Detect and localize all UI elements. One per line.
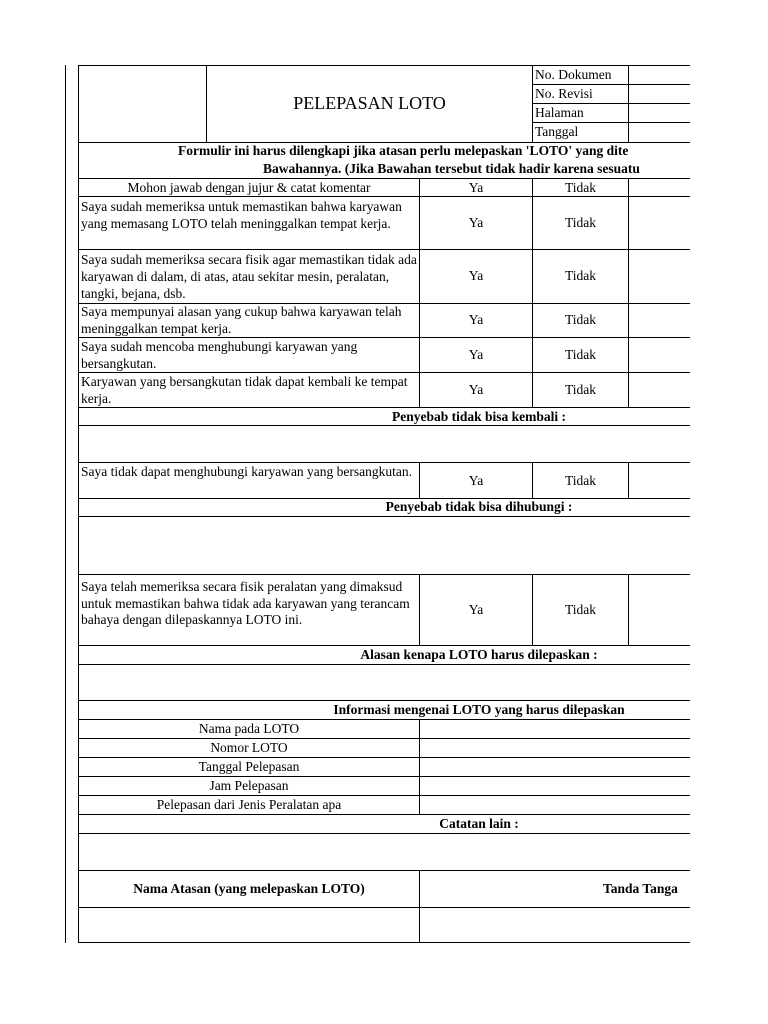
question-4-no-option[interactable]: Tidak: [564, 347, 596, 362]
question-6-no-option[interactable]: Tidak: [564, 473, 596, 488]
question-3-text: Saya mempunyai alasan yang cukup bahwa karyawan telah meninggalkan tempat kerja.: [81, 304, 402, 336]
notes-field[interactable]: [79, 834, 690, 870]
right-clip-area: [690, 0, 768, 1024]
loto-field-number-label: Nomor LOTO: [210, 740, 288, 755]
reason-contact-field[interactable]: [79, 517, 690, 574]
signature-sign-label: Tanda Tanga: [603, 881, 678, 896]
page-border-left: [65, 65, 66, 943]
row-line: [78, 574, 690, 575]
loto-field-date-input[interactable]: [420, 758, 690, 775]
question-3-yes-option[interactable]: Ya: [468, 312, 484, 327]
loto-info-title: Informasi mengenai LOTO yang harus dilepaskan: [333, 702, 625, 717]
intro-line-2: Bawahannya. (Jika Bawahan tersebut tidak hadir karena sesuatu: [263, 161, 640, 176]
row-line: [78, 870, 690, 871]
question-4-text: Saya sudah mencoba menghubungi karyawan yang bersangkutan.: [81, 339, 358, 371]
question-6-text: Saya tidak dapat menghubungi karyawan yang bersangkutan.: [81, 464, 413, 479]
col-divider: [628, 462, 629, 498]
question-5-yes-option[interactable]: Ya: [468, 382, 484, 397]
meta-label-date: Tanggal: [535, 124, 579, 139]
signature-sign-field[interactable]: [420, 908, 690, 942]
reason-return-field[interactable]: [79, 426, 690, 462]
reason-return-label: Penyebab tidak bisa kembali :: [391, 409, 567, 424]
signature-name-label: Nama Atasan (yang melepaskan LOTO): [133, 881, 365, 896]
reason-release-label: Alasan kenapa LOTO harus dilepaskan :: [360, 647, 598, 662]
question-4-yes-option[interactable]: Ya: [468, 347, 484, 362]
question-7-text: Saya telah memeriksa secara fisik peralatan yang dimaksud untuk memastikan bahwa tidak ada karyawan yang terancam bahaya dengan dilepaskannya LOTO ini.: [81, 579, 410, 627]
question-5-text: Karyawan yang bersangkutan tidak dapat kembali ke tempat kerja.: [81, 374, 408, 406]
checklist-header-no: Tidak: [564, 180, 596, 195]
question-1-text: Saya sudah memeriksa untuk memastikan bahwa karyawan yang memasang LOTO telah meninggalkan tempat kerja.: [81, 199, 402, 231]
loto-field-time-input[interactable]: [420, 777, 690, 794]
checklist-header-label: Mohon jawab dengan jujur & catat komentar: [127, 180, 371, 195]
loto-field-time-label: Jam Pelepasan: [209, 778, 289, 793]
loto-field-name-label: Nama pada LOTO: [198, 721, 300, 736]
loto-field-date-label: Tanggal Pelepasan: [198, 759, 300, 774]
question-6-yes-option[interactable]: Ya: [468, 473, 484, 488]
checklist-header-yes: Ya: [468, 180, 484, 195]
question-1-no-option[interactable]: Tidak: [564, 215, 596, 230]
page-title: PELEPASAN LOTO: [293, 93, 446, 113]
reason-release-field[interactable]: [79, 665, 690, 700]
question-2-yes-option[interactable]: Ya: [468, 268, 484, 283]
question-7-no-option[interactable]: Tidak: [564, 602, 596, 617]
reason-contact-label: Penyebab tidak bisa dihubungi :: [385, 499, 573, 514]
row-line: [78, 196, 690, 197]
loto-field-number-input[interactable]: [420, 739, 690, 756]
question-3-no-option[interactable]: Tidak: [564, 312, 596, 327]
intro-line-1: Formulir ini harus dilengkapi jika atasan perlu melepaskan 'LOTO' yang dite: [178, 143, 629, 158]
question-7-yes-option[interactable]: Ya: [468, 602, 484, 617]
question-1-yes-option[interactable]: Ya: [468, 215, 484, 230]
col-divider: [628, 574, 629, 645]
loto-field-name-input[interactable]: [420, 720, 690, 737]
table-border-bottom: [78, 942, 690, 943]
notes-label: Catatan lain :: [439, 816, 519, 831]
meta-label-page: Halaman: [535, 105, 584, 120]
question-5-no-option[interactable]: Tidak: [564, 382, 596, 397]
question-2-text: Saya sudah memeriksa secara fisik agar memastikan tidak ada karyawan di dalam, di atas, atau sekitar mesin, peralatan, tangki, bejana, dsb.: [81, 252, 417, 301]
meta-label-revision: No. Revisi: [535, 86, 593, 101]
meta-label-document-number: No. Dokumen: [535, 67, 612, 82]
row-line: [78, 249, 690, 250]
loto-field-equipment-input[interactable]: [420, 796, 690, 813]
loto-field-equipment-label: Pelepasan dari Jenis Peralatan apa: [156, 797, 342, 812]
signature-name-field[interactable]: [79, 908, 419, 942]
question-2-no-option[interactable]: Tidak: [564, 268, 596, 283]
